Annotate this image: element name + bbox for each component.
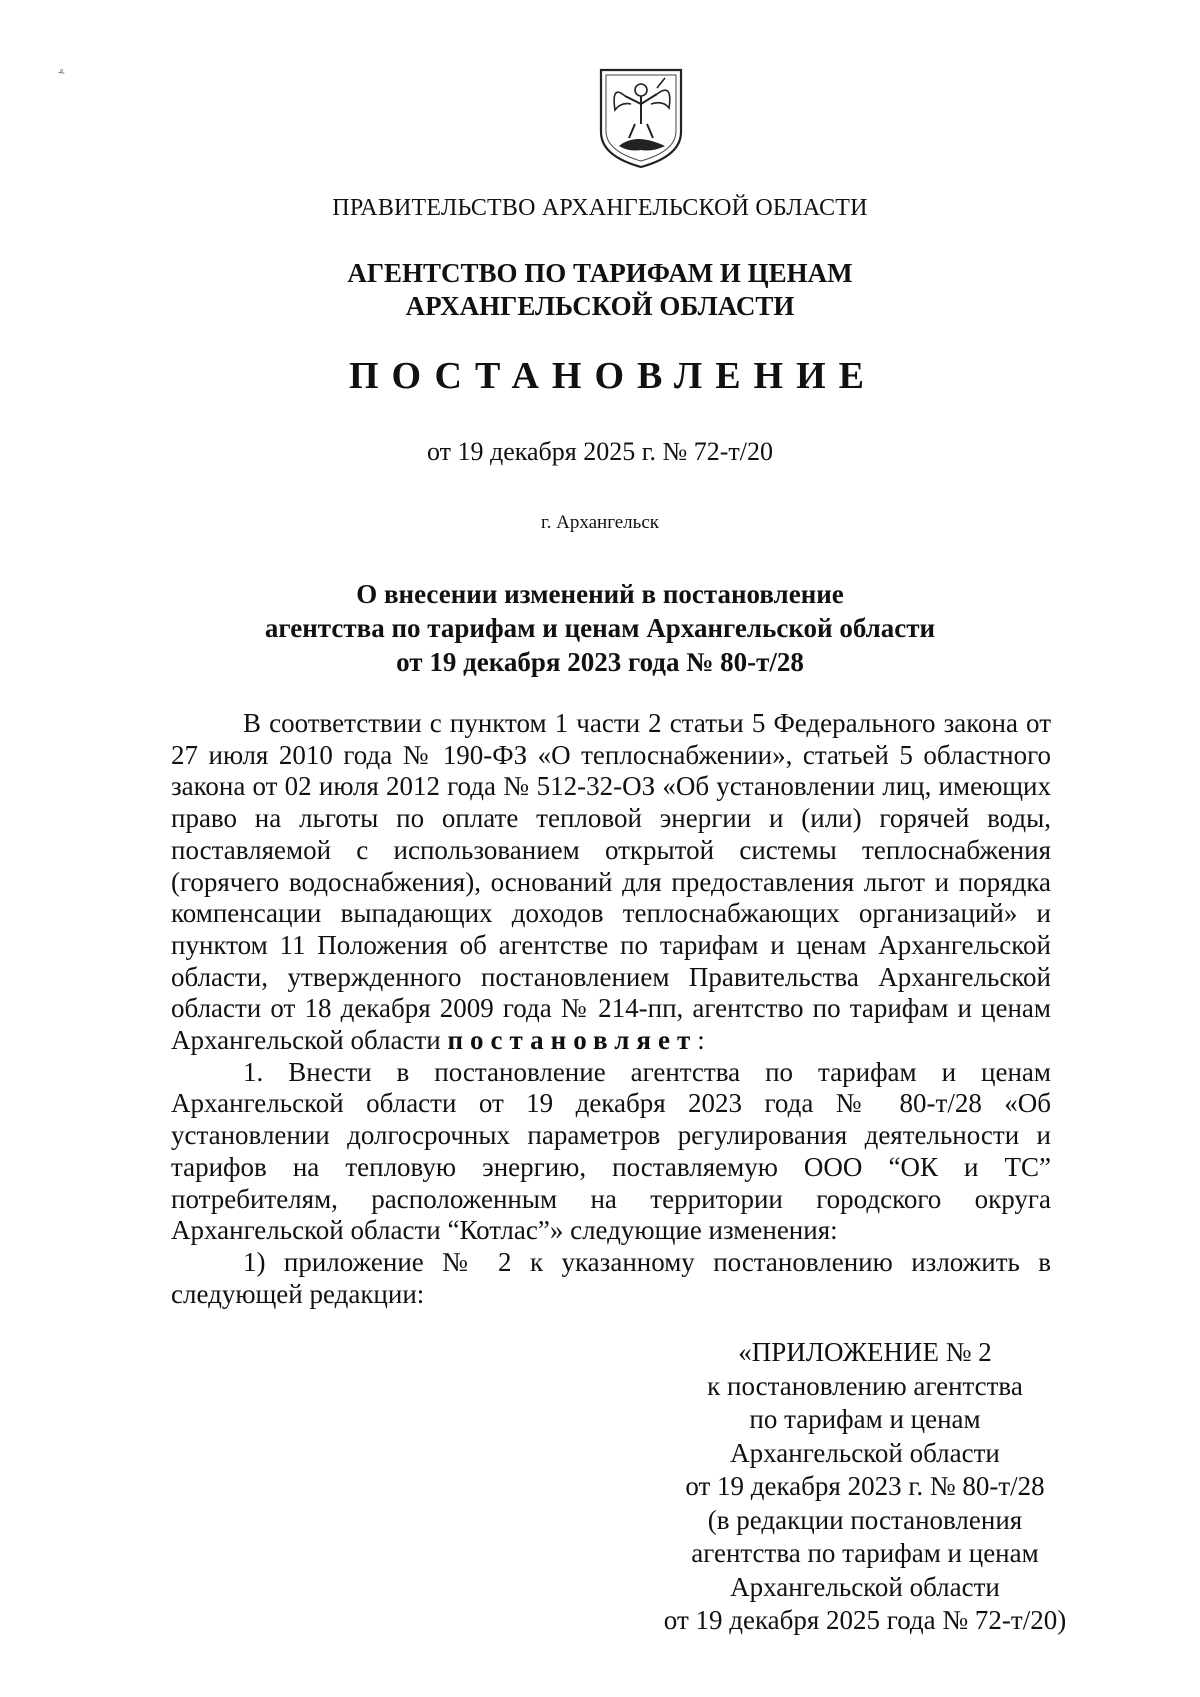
document-type: ПОСТАНОВЛЕНИЕ bbox=[348, 355, 878, 397]
approval-line-6: (в редакции постановления bbox=[707, 1504, 1023, 1535]
approval-line-4: Архангельской области bbox=[730, 1437, 1000, 1468]
subject-line-3: от 19 декабря 2023 года № 80-т/28 bbox=[396, 647, 804, 677]
agency-name-line-1: АГЕНТСТВО ПО ТАРИФАМ И ЦЕНАМ bbox=[347, 258, 853, 288]
decree-colon: : bbox=[697, 1025, 705, 1056]
appendix-approval-block bbox=[650, 1336, 1080, 1638]
document-subject bbox=[0, 577, 1200, 679]
approval-line-9: от 19 декабря 2025 года № 72-т/20) bbox=[663, 1605, 1067, 1635]
item-1-paragraph: 1. Внести в постановление агентства по тарифам и ценам Архангельской области от 19 декабря 2023 года № 80-т/28 «Об установлении долгосрочных параметров регулирования деятельности и тарифов на тепловую энергию, поставляемую ООО “ОК и ТС” потребителям, расположенным на территории городского округа Архангельской области “Котлас”» следующие изменения: bbox=[171, 1056, 1051, 1246]
approval-line-2: к постановлению агентства bbox=[707, 1370, 1023, 1401]
government-name: ПРАВИТЕЛЬСТВО АРХАНГЕЛЬСКОЙ ОБЛАСТИ bbox=[332, 195, 868, 221]
document-date-number: от 19 декабря 2025 г. № 72-т/20 bbox=[426, 437, 774, 466]
approval-line-1: «ПРИЛОЖЕНИЕ № 2 bbox=[738, 1337, 992, 1367]
agency-name-line-2: АРХАНГЕЛЬСКОЙ ОБЛАСТИ bbox=[405, 291, 795, 321]
agency-name bbox=[0, 257, 1200, 323]
subject-line-2: агентства по тарифам и ценам Архангельской области bbox=[264, 613, 936, 643]
decree-word: постановляет bbox=[447, 1025, 698, 1056]
coat-of-arms-icon bbox=[595, 66, 687, 170]
approval-line-7: агентства по тарифам и ценам bbox=[691, 1538, 1039, 1568]
document-body bbox=[171, 708, 1051, 1310]
preamble-text: В соответствии с пунктом 1 части 2 статьи 5 Федерального закона от 27 июля 2010 года № 190-ФЗ «О теплоснабжении», статьей 5 областного закона от 02 июля 2012 года № 512-32-ОЗ «Об установлении лиц, имеющих право на льготы по оплате тепловой энергии и (или) горячей воды, поставляемой с использованием открытой системы теплоснабжения (горячего водоснабжения), оснований для предоставления льгот и порядка компенсации выпадающих доходов теплоснабжающих организаций» и пунктом 11 Положения об агентстве по тарифам и ценам Архангельской области, утвержденного постановлением Правительства Архангельской области от 18 декабря 2009 года № 214-пп, агентство по тарифам и ценам Архангельской области bbox=[171, 708, 1051, 1056]
preamble-paragraph bbox=[171, 708, 1051, 1057]
document-city: г. Архангельск bbox=[540, 512, 659, 533]
scan-mark: ⸛ bbox=[58, 66, 65, 80]
subject-line-1: О внесении изменений в постановление bbox=[356, 579, 844, 609]
approval-line-3: по тарифам и ценам bbox=[749, 1404, 981, 1434]
approval-line-5: от 19 декабря 2023 г. № 80-т/28 bbox=[685, 1471, 1045, 1501]
approval-line-8: Архангельской области bbox=[730, 1571, 1000, 1602]
subitem-1-paragraph: 1) приложение № 2 к указанному постановлению изложить в следующей редакции: bbox=[171, 1246, 1051, 1309]
